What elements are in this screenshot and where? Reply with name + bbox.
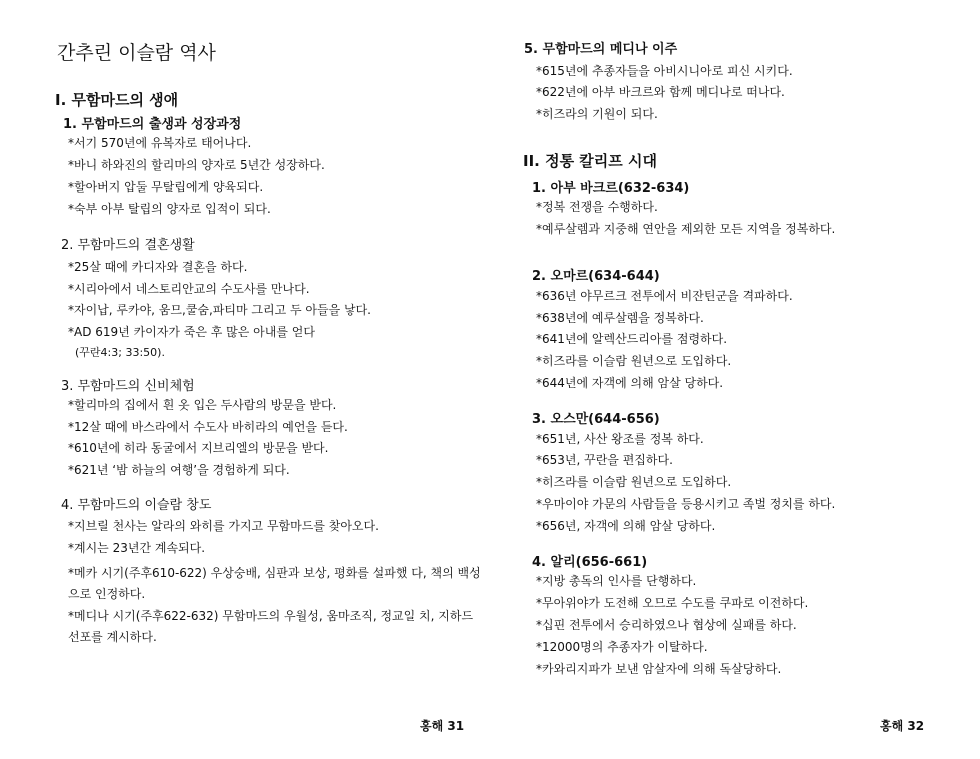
list-item: *25살 때에 카디자와 결혼을 하다. (68, 260, 248, 274)
list-item: *히즈라를 이슬람 원년으로 도입하다. (536, 475, 732, 489)
list-item: *621년 ‘밤 하늘의 여행’을 경험하게 되다. (68, 463, 290, 477)
section-heading-marriage: 2. 무함마드의 결혼생활 (61, 238, 195, 253)
section-heading-abu-bakr: 1. 아부 바크르(632-634) (532, 181, 690, 196)
list-item: *615년에 추종자들을 아비시니아로 피신 시키다. (536, 64, 793, 78)
list-item: *지브릴 천사는 알라의 와히를 가지고 무함마드를 찾아오다. (68, 519, 379, 533)
list-item: *636년 야무르크 전투에서 비잔틴군을 격파하다. (536, 289, 793, 303)
list-item: *AD 619년 카이자가 죽은 후 많은 아내를 얻다 (68, 325, 315, 339)
section-heading-umar: 2. 오마르(634-644) (532, 269, 660, 284)
list-item: *십핀 전투에서 승리하였으나 협상에 실패를 하다. (536, 618, 797, 632)
list-item: *숙부 아부 탈립의 양자로 입적이 되다. (68, 202, 271, 216)
section-heading-ali: 4. 알리(656-661) (532, 555, 648, 570)
list-item: *638년에 예루살렘을 정복하다. (536, 311, 704, 325)
section-heading-mystic: 3. 무함마드의 신비체험 (61, 379, 195, 394)
list-item: *무아위야가 도전해 오므로 수도를 쿠파로 이전하다. (536, 596, 809, 610)
right-page (490, 0, 980, 759)
list-item: *12살 때에 바스라에서 수도사 바히라의 예언을 듣다. (68, 420, 348, 434)
list-item: *641년에 알렉산드리아를 점령하다. (536, 332, 728, 346)
list-item: *계시는 23년간 계속되다. (68, 541, 206, 555)
list-item: *예루살렘과 지중해 연안을 제외한 모든 지역을 정복하다. (536, 222, 836, 236)
list-item: *할아버지 압둘 무탈립에게 양육되다. (68, 180, 264, 194)
page-number: 홍해 32 (880, 719, 925, 733)
list-item: *히즈라의 기원이 되다. (536, 107, 658, 121)
list-item: *656년, 자객에 의해 암살 당하다. (536, 519, 716, 533)
list-item: *메디나 시기(주후622-632) 무함마드의 우월성, 움마조직, 정교일 치, 지하드 선포를 계시하다. (68, 609, 474, 644)
list-item-note: (꾸란4:3; 33:50). (75, 346, 165, 359)
list-item: *할리마의 집에서 흰 옷 입은 두사람의 방문을 받다. (68, 398, 337, 412)
list-item: *지방 총독의 인사를 단행하다. (536, 574, 697, 588)
part-heading-2: II. 정통 칼리프 시대 (523, 152, 657, 170)
page-number: 홍해 31 (420, 719, 465, 733)
part-heading-1: I. 무함마드의 생애 (55, 91, 179, 109)
section-heading-founding: 4. 무함마드의 이슬람 창도 (61, 498, 212, 513)
list-item: *622년에 아부 바크르와 함께 메디나로 떠나다. (536, 85, 785, 99)
list-item: *자이납, 루카야, 움므,쿨숨,파티마 그리고 두 아들을 낳다. (68, 303, 371, 317)
section-heading-uthman: 3. 오스만(644-656) (532, 412, 660, 427)
list-item: *정복 전쟁을 수행하다. (536, 200, 658, 214)
list-item: *바니 하와진의 할리마의 양자로 5년간 성장하다. (68, 158, 325, 172)
list-item: *644년에 자객에 의해 암살 당하다. (536, 376, 724, 390)
list-item: *653년, 꾸란을 편집하다. (536, 453, 673, 467)
list-item: *12000명의 추종자가 이탈하다. (536, 640, 708, 654)
section-heading-birth: 1. 무함마드의 출생과 성장과정 (63, 117, 242, 132)
list-item: *서기 570년에 유복자로 태어나다. (68, 136, 252, 150)
list-item: *우마이야 가문의 사람들을 등용시키고 족벌 정치를 하다. (536, 497, 836, 511)
section-heading-migration: 5. 무함마드의 메디나 이주 (524, 42, 678, 57)
list-item: *651년, 사산 왕조를 정복 하다. (536, 432, 704, 446)
list-item: *카와리지파가 보낸 암살자에 의해 독살당하다. (536, 662, 782, 676)
list-item: *히즈라를 이슬람 원년으로 도입하다. (536, 354, 732, 368)
page-title: 간추린 이슬람 역사 (57, 42, 216, 64)
list-item: *시리아에서 네스토리안교의 수도사를 만나다. (68, 282, 310, 296)
list-item: *메카 시기(주후610-622) 우상숭배, 심판과 보상, 평화를 설파했 다, 책의 백성으로 인정하다. (68, 566, 481, 601)
list-item: *610년에 히라 동굴에서 지브리엘의 방문을 받다. (68, 441, 329, 455)
